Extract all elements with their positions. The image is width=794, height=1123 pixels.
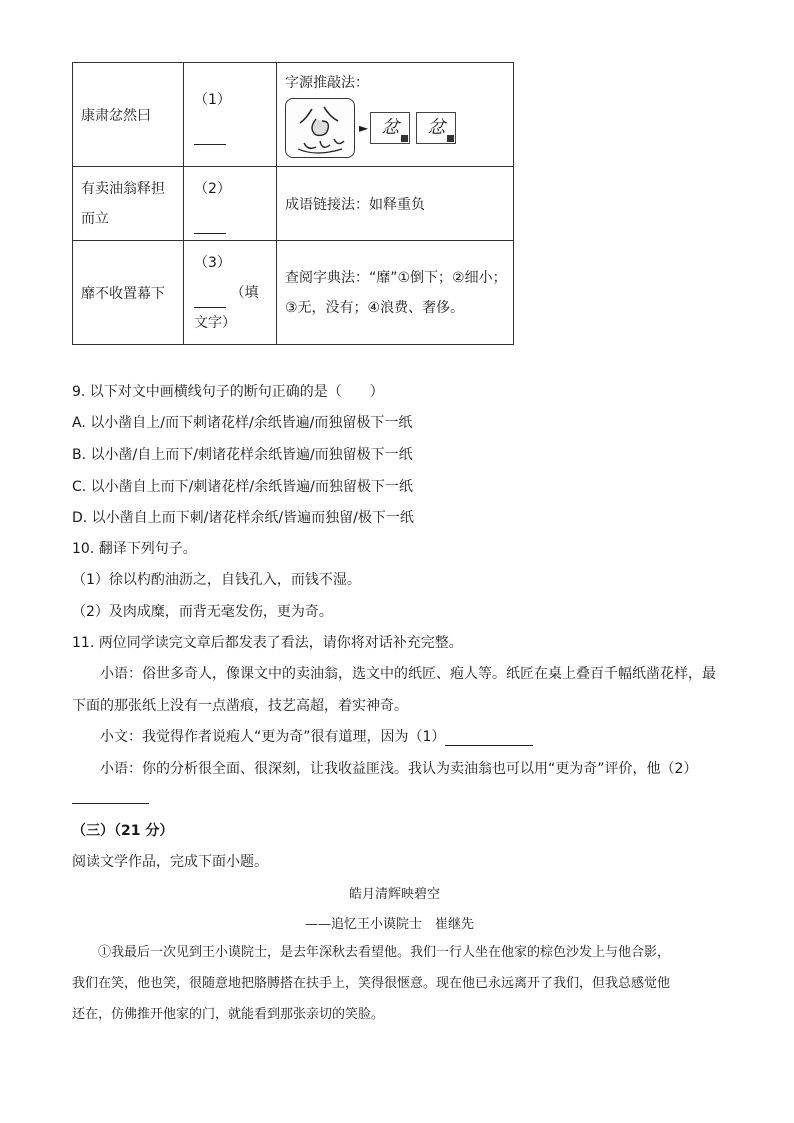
para-line: ①我最后一次见到王小谟院士，是去年深秋去看望他。我们一行人坐在他家的棕色沙发上与他合影， — [98, 945, 671, 960]
table-cell-method — [277, 63, 514, 167]
article-paragraph-1-line-2: 我们在笑，他也笑，很随意地把胳膊搭在扶手上，笑得很惬意。现在他已永远离开了我们，但我总感觉他 — [72, 976, 671, 991]
method-line-1: 查阅字典法：“靡”①倒下；②细小； — [285, 269, 507, 286]
glyph-text-1: 忿 — [381, 116, 400, 138]
glyph-evolution — [285, 98, 513, 158]
q10-sentence-1: （1）徐以杓酌油沥之，自钱孔入，而钱不湿。 — [72, 572, 361, 588]
section-heading: （三）（21 分） — [72, 823, 174, 839]
article-subtitle: ——追忆王小谟院士 崔继先 — [305, 917, 475, 932]
table-cell-method: 成语链接法：如释重负 — [277, 167, 514, 241]
answer-blank[interactable] — [194, 204, 276, 234]
table-cell-phrase: 康肃忿然曰 — [73, 63, 184, 167]
glyph-text-2: 忿 — [427, 116, 446, 138]
answer-number: （3） — [194, 254, 231, 271]
q9-option-d[interactable]: D. 以小凿自上而下刺/诸花样余纸/皆遍而独留/极下一纸 — [72, 510, 414, 526]
article-title: 皓月清辉映碧空 — [349, 887, 441, 902]
fill-hint: （填 — [230, 284, 259, 301]
fill-hint-2: 文字） — [194, 314, 236, 331]
table-cell-phrase: 靡不收置幕下 — [73, 241, 184, 345]
q11-dialog-2 — [100, 726, 533, 746]
q11-answer-blank-1[interactable] — [445, 731, 533, 746]
method-label: 字源推敲法： — [285, 74, 369, 91]
seal-script-icon — [286, 99, 356, 159]
table-cell-answer — [184, 241, 277, 345]
table-row — [73, 241, 514, 345]
arrow-right-icon: ► — [359, 120, 369, 135]
method-line-2: ③无，没有；④浪费、奢侈。 — [285, 299, 465, 316]
answer-number: （2） — [194, 180, 231, 197]
table-cell-method — [277, 241, 514, 345]
q10-stem: 10. 翻译下列句子。 — [72, 541, 197, 557]
section-intro: 阅读文学作品，完成下面小题。 — [72, 854, 268, 870]
table-cell-phrase — [73, 167, 184, 241]
q11-dialog-1a: 小语：俗世多奇人，像课文中的卖油翁，选文中的纸匠、疱人等。纸匠在桌上叠百千幅纸凿花样，最 — [100, 666, 716, 682]
article-paragraph-1 — [72, 937, 722, 968]
q11-dialog-2-text: 小文：我觉得作者说疱人“更为奇”很有道理，因为（1） — [100, 729, 446, 745]
q9-option-a[interactable]: A. 以小凿自上/而下刺诸花样/余纸皆遍/而独留极下一纸 — [72, 415, 413, 431]
q11-stem: 11. 两位同学读完文章后都发表了看法，请你将对话补充完整。 — [72, 635, 463, 651]
phrase-line-2: 而立 — [81, 210, 109, 227]
phrase-line-1: 有卖油翁释担 — [81, 180, 165, 197]
glyph-seal-mark-icon — [401, 135, 408, 142]
q9-stem: 9. 以下对文中画横线句子的断句正确的是（ ） — [72, 384, 384, 400]
glyph-stage-2 — [416, 112, 456, 144]
q9-option-b[interactable]: B. 以小凿/自上而下/刺诸花样余纸皆遍/而独留极下一纸 — [72, 447, 413, 463]
vocab-method-table — [72, 62, 514, 345]
glyph-seal-mark-icon — [447, 135, 454, 142]
q11-dialog-3: 小语：你的分析很全面、很深刻，让我收益匪浅。我认为卖油翁也可以用“更为奇”评价，他（2） — [100, 761, 698, 777]
table-row — [73, 167, 514, 241]
q11-answer-blank-2[interactable] — [72, 803, 149, 804]
glyph-stage-1 — [370, 112, 410, 144]
seal-script-image — [285, 98, 355, 158]
q10-sentence-2: （2）及肉成糜，而背无毫发伤，更为奇。 — [72, 604, 333, 620]
answer-blank[interactable] — [194, 115, 276, 145]
table-cell-answer — [184, 167, 277, 241]
table-row — [73, 63, 514, 167]
q9-option-c[interactable]: C. 以小凿自上而下/刺诸花样/余纸皆遍/而独留极下一纸 — [72, 479, 413, 495]
answer-number: （1） — [194, 91, 231, 108]
answer-blank-fill[interactable] — [194, 278, 276, 308]
table-cell-answer — [184, 63, 277, 167]
article-paragraph-1-line-3: 还在，仿佛推开他家的门，就能看到那张亲切的笑脸。 — [72, 1007, 385, 1022]
q11-dialog-1b: 下面的那张纸上没有一点凿痕，技艺高超，着实神奇。 — [72, 698, 408, 714]
